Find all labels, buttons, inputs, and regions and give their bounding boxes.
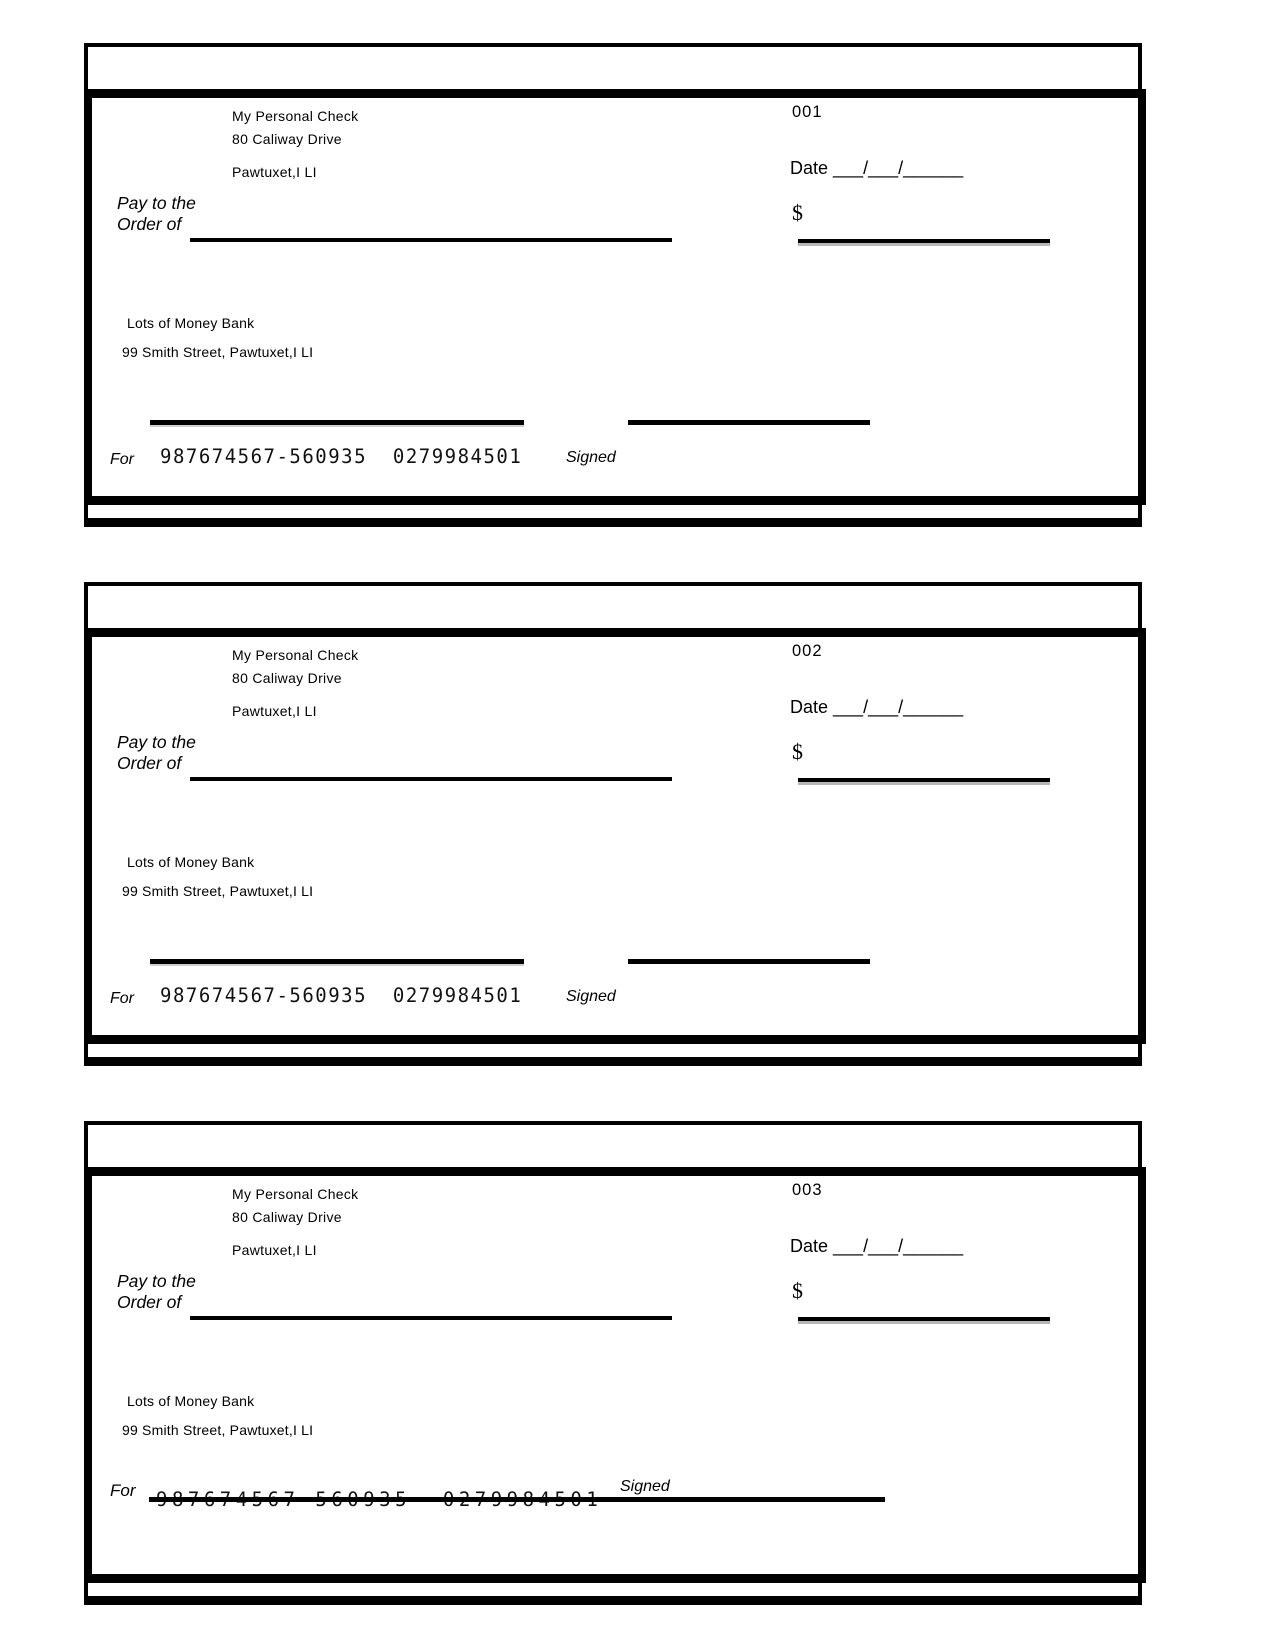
signed-label: Signed — [620, 1478, 670, 1495]
date-blanks: ___/___/______ — [828, 1236, 964, 1256]
check-number: 003 — [792, 1181, 823, 1199]
payer-address-line2: Pawtuxet,I LI — [232, 1242, 317, 1258]
bank-name: Lots of Money Bank — [127, 315, 255, 331]
amount-symbol: $ — [792, 200, 803, 225]
payer-name: My Personal Check — [232, 1186, 359, 1202]
order-of-label: Order of — [117, 214, 182, 234]
signed-label: Signed — [566, 449, 616, 466]
amount-line — [798, 239, 1050, 243]
for-label: For — [110, 990, 134, 1007]
check-2 — [84, 582, 1142, 1066]
pay-to-the-label: Pay to the — [117, 732, 196, 752]
date-label: Date — [790, 1236, 829, 1256]
date-row — [790, 1236, 963, 1257]
bank-name: Lots of Money Bank — [127, 854, 255, 870]
amount-line — [798, 1317, 1050, 1321]
signed-label: Signed — [566, 988, 616, 1005]
payer-name: My Personal Check — [232, 647, 359, 663]
date-row — [790, 158, 963, 179]
check-1 — [84, 43, 1142, 527]
memo-line — [150, 959, 524, 964]
payee-line — [190, 1316, 672, 1320]
pay-to-the-label: Pay to the — [117, 193, 196, 213]
check-number: 001 — [792, 103, 823, 121]
date-blanks: ___/___/______ — [828, 158, 964, 178]
payer-name: My Personal Check — [232, 108, 359, 124]
payer-address-line2: Pawtuxet,I LI — [232, 703, 317, 719]
for-label: For — [110, 451, 134, 468]
payer-address-line1: 80 Caliway Drive — [232, 1209, 342, 1225]
micr-numbers: 987674567-560935 0279984501 — [160, 445, 523, 469]
amount-symbol: $ — [792, 739, 803, 764]
amount-symbol: $ — [792, 1278, 803, 1303]
memo-line — [150, 420, 524, 425]
payee-line — [190, 777, 672, 781]
check-number: 002 — [792, 642, 823, 660]
strike-line — [149, 1497, 885, 1502]
payer-address-line2: Pawtuxet,I LI — [232, 164, 317, 180]
order-of-label: Order of — [117, 753, 182, 773]
bank-address: 99 Smith Street, Pawtuxet,I LI — [122, 344, 314, 360]
signature-line — [628, 420, 870, 425]
date-label: Date — [790, 158, 829, 178]
pay-to-the-label: Pay to the — [117, 1271, 196, 1291]
for-label: For — [110, 1481, 136, 1500]
payer-address-line1: 80 Caliway Drive — [232, 131, 342, 147]
check-3 — [84, 1121, 1142, 1605]
date-label: Date — [790, 697, 829, 717]
amount-line — [798, 778, 1050, 782]
signature-line — [628, 959, 870, 964]
bank-address: 99 Smith Street, Pawtuxet,I LI — [122, 1422, 314, 1438]
bank-name: Lots of Money Bank — [127, 1393, 255, 1409]
micr-numbers: 987674567-560935 0279984501 — [160, 984, 523, 1008]
date-row — [790, 697, 963, 718]
payee-line — [190, 238, 672, 242]
date-blanks: ___/___/______ — [828, 697, 964, 717]
bank-address: 99 Smith Street, Pawtuxet,I LI — [122, 883, 314, 899]
payer-address-line1: 80 Caliway Drive — [232, 670, 342, 686]
order-of-label: Order of — [117, 1292, 182, 1312]
